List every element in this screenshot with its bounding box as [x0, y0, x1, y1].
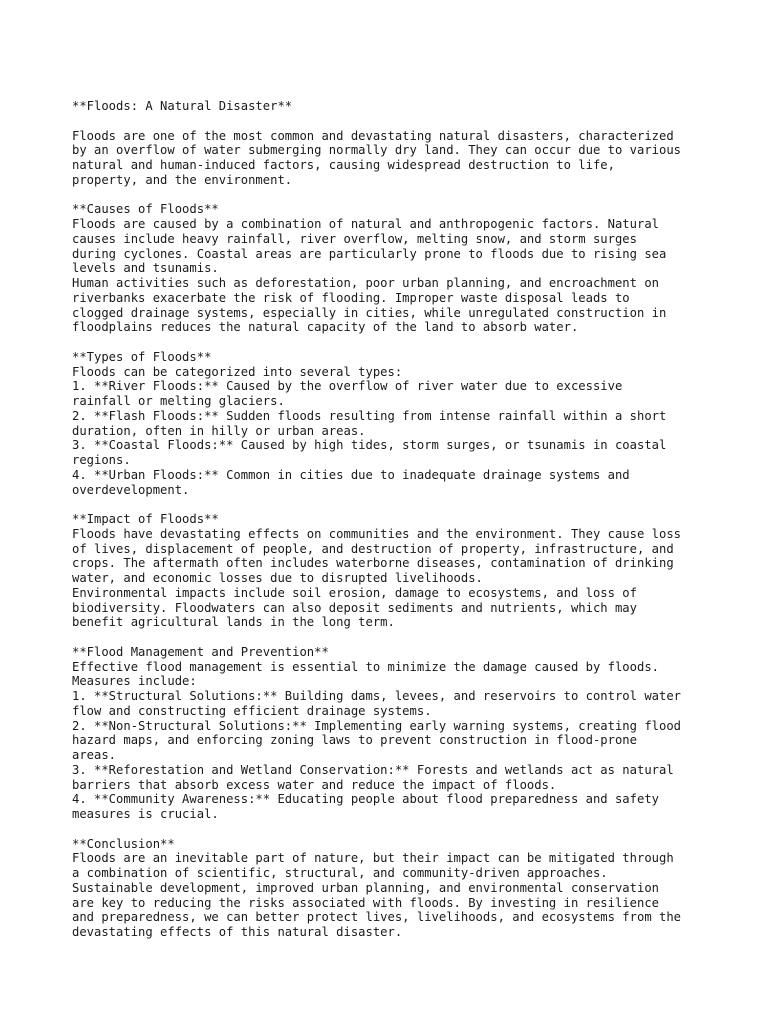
text-line: overdevelopment.	[72, 482, 190, 497]
paragraph-spacer	[72, 497, 712, 512]
text-line: 1. **River Floods:** Caused by the overflow of river water due to excessive	[72, 379, 623, 394]
text-line: by an overflow of water submerging normally dry land. They can occur due to various	[72, 143, 682, 158]
text-line: of lives, displacement of people, and destruction of property, infrastructure, and	[72, 541, 674, 556]
text-line: and preparedness, we can better protect lives, livelihoods, and ecosystems from the	[72, 910, 682, 925]
paragraph-spacer	[72, 188, 712, 203]
section-types	[72, 350, 712, 498]
text-line: rainfall or melting glaciers.	[72, 394, 285, 408]
section-impact	[72, 512, 712, 630]
heading-line: **Floods: A Natural Disaster**	[72, 99, 293, 113]
text-line: riverbanks exacerbate the risk of flooding. Improper waste disposal leads to	[72, 290, 630, 305]
heading-line: **Conclusion**	[72, 836, 175, 851]
text-line: Measures include:	[72, 674, 197, 689]
text-line: crops. The aftermath often includes waterborne diseases, contamination of drinking	[72, 556, 674, 571]
text-line: Floods can be categorized into several types:	[72, 364, 403, 379]
text-line: 3. **Reforestation and Wetland Conservation:** Forests and wetlands act as natural	[72, 762, 674, 777]
paragraph-spacer	[72, 630, 712, 645]
text-line: devastating effects of this natural disaster.	[72, 925, 403, 939]
text-line: Floods are one of the most common and devastating natural disasters, characterized	[72, 128, 674, 143]
text-line: 2. **Non-Structural Solutions:** Implementing early warning systems, creating flood	[72, 718, 682, 733]
text-line: water, and economic losses due to disrupted livelihoods.	[72, 571, 483, 585]
text-line: causes include heavy rainfall, river overflow, melting snow, and storm surges	[72, 231, 637, 246]
text-line: duration, often in hilly or urban areas.	[72, 423, 366, 438]
text-line: hazard maps, and enforcing zoning laws to prevent construction in flood-prone	[72, 733, 637, 748]
paragraph-spacer	[72, 335, 712, 350]
text-line: areas.	[72, 748, 117, 762]
text-line: are key to reducing the risks associated with floods. By investing in resilience	[72, 895, 659, 910]
text-line: 4. **Urban Floods:** Common in cities due to inadequate drainage systems and	[72, 467, 630, 482]
text-line: Floods have devastating effects on communities and the environment. They cause loss	[72, 526, 682, 541]
text-line: Sustainable development, improved urban planning, and environmental conservation	[72, 880, 659, 895]
paragraph-spacer	[72, 114, 712, 129]
text-line: during cyclones. Coastal areas are particularly prone to floods due to rising sea	[72, 246, 667, 261]
text-line: 2. **Flash Floods:** Sudden floods resulting from intense rainfall within a short	[72, 408, 667, 423]
text-line: barriers that absorb excess water and reduce the impact of floods.	[72, 777, 557, 792]
text-line: clogged drainage systems, especially in cities, while unregulated construction in	[72, 305, 667, 320]
text-line: 1. **Structural Solutions:** Building dams, levees, and reservoirs to control water	[72, 689, 682, 703]
heading-line: **Flood Management and Prevention**	[72, 644, 329, 659]
intro-paragraph	[72, 129, 712, 188]
text-line: Effective flood management is essential to minimize the damage caused by floods.	[72, 659, 659, 674]
text-line: a combination of scientific, structural, and community-driven approaches.	[72, 866, 608, 880]
text-line: 4. **Community Awareness:** Educating people about flood preparedness and safety	[72, 792, 659, 807]
text-line: Floods are caused by a combination of natural and anthropogenic factors. Natural	[72, 217, 659, 231]
section-causes	[72, 202, 712, 335]
text-line: biodiversity. Floodwaters can also deposit sediments and nutrients, which may	[72, 600, 637, 615]
heading-line: **Causes of Floods**	[72, 202, 219, 217]
section-conclusion	[72, 837, 712, 940]
text-line: Floods are an inevitable part of nature, but their impact can be mitigated through	[72, 851, 674, 866]
text-line: Environmental impacts include soil erosion, damage to ecosystems, and loss of	[72, 585, 637, 600]
text-line: regions.	[72, 453, 131, 467]
section-management	[72, 645, 712, 822]
text-line: measures is crucial.	[72, 807, 219, 821]
doc-title	[72, 99, 712, 114]
text-line: 3. **Coastal Floods:** Caused by high tides, storm surges, or tsunamis in coastal	[72, 438, 667, 453]
heading-line: **Types of Floods**	[72, 349, 212, 364]
paragraph-spacer	[72, 822, 712, 837]
document-body	[72, 99, 712, 940]
text-line: Human activities such as deforestation, poor urban planning, and encroachment on	[72, 276, 659, 290]
text-line: natural and human-induced factors, causing widespread destruction to life,	[72, 158, 615, 172]
text-line: levels and tsunamis.	[72, 261, 219, 276]
text-line: flow and constructing efficient drainage systems.	[72, 703, 432, 718]
heading-line: **Impact of Floods**	[72, 512, 219, 526]
text-line: floodplains reduces the natural capacity of the land to absorb water.	[72, 320, 579, 335]
text-line: property, and the environment.	[72, 172, 293, 187]
text-line: benefit agricultural lands in the long term.	[72, 615, 395, 630]
